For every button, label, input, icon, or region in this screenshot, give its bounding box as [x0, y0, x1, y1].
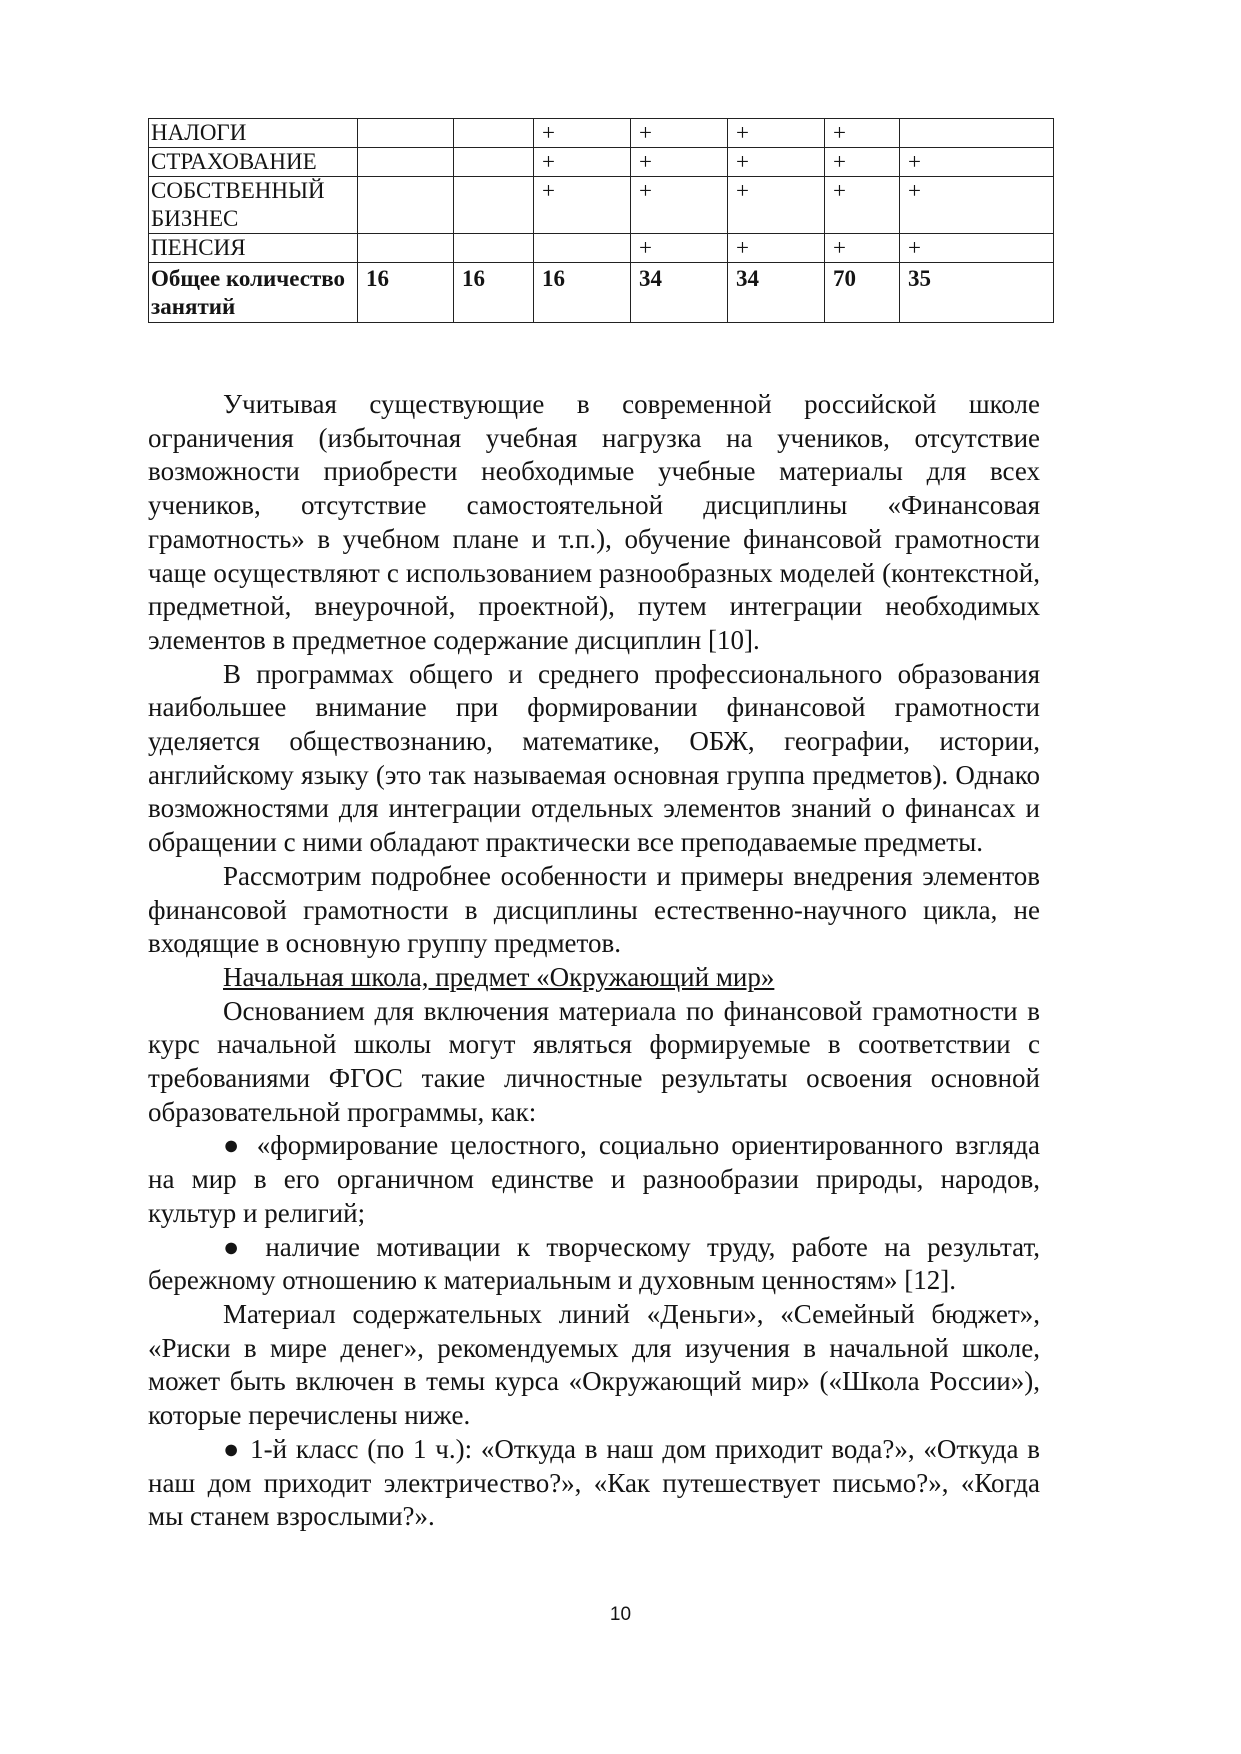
table-cell: +	[631, 148, 728, 177]
table-cell: 34	[728, 263, 825, 323]
paragraph: Учитывая существующие в современной российской школе ограничения (избыточная учебная нагрузка на учеников, отсутствие возможности приобрести необходимые учебные материалы для всех учеников, отсутствие самостоятельной дисциплины «Финансовая грамотность» в учебном плане и т.п.), обучение финансовой грамотности чаще осуществляют с использованием разнообразных моделей (контекстной, предметной, внеурочной, проектной), путем интеграции необходимых элементов в предметное содержание дисциплин [10].	[148, 389, 1040, 655]
row-label: СТРАХОВАНИЕ	[149, 148, 358, 177]
table-cell: +	[728, 177, 825, 234]
row-label: СОБСТВЕННЫЙ БИЗНЕС	[149, 177, 358, 234]
table-row	[149, 177, 1054, 234]
paragraph: Материал содержательных линий «Деньги», «Семейный бюджет», «Риски в мире денег», рекомендуемых для изучения в начальной школе, может быть включен в темы курса «Окружающий мир» («Школа России»), которые перечислены ниже.	[148, 1298, 1040, 1431]
table-cell	[454, 148, 534, 177]
table-cell: +	[631, 177, 728, 234]
table-cell: +	[631, 119, 728, 148]
table-cell: +	[534, 148, 631, 177]
paragraph: В программах общего и среднего профессионального образования наибольшее внимание при формировании финансовой грамотности уделяется обществознанию, математике, ОБЖ, географии, истории, английскому языку (это так называемая основная группа предметов). Однако возможностями для интеграции отдельных элементов знаний о финансах и обращении с ними обладают практически все преподаваемые предметы.	[148, 658, 1040, 858]
table-cell	[454, 119, 534, 148]
table-cell: +	[900, 177, 1054, 234]
paragraph: Основанием для включения материала по финансовой грамотности в курс начальной школы могут являться формируемые в соответствии с требованиями ФГОС такие личностные результаты освоения основной образовательной программы, как:	[148, 995, 1040, 1127]
table-cell: +	[631, 234, 728, 263]
table-cell: +	[900, 148, 1054, 177]
table-cell: +	[728, 119, 825, 148]
table-cell: 35	[900, 263, 1054, 323]
table-cell	[358, 148, 454, 177]
table-cell: 16	[358, 263, 454, 323]
table-cell: +	[728, 234, 825, 263]
table-cell	[358, 119, 454, 148]
table-cell: +	[825, 148, 900, 177]
body-text	[148, 388, 1040, 1534]
row-label: НАЛОГИ	[149, 119, 358, 148]
table-cell: +	[825, 234, 900, 263]
table-cell	[900, 119, 1054, 148]
table-row	[149, 119, 1054, 148]
row-label: Общее количество занятий	[149, 263, 358, 323]
table-cell: 70	[825, 263, 900, 323]
table-total-row	[149, 263, 1054, 323]
table-cell: +	[825, 177, 900, 234]
row-label: ПЕНСИЯ	[149, 234, 358, 263]
table-cell: +	[825, 119, 900, 148]
table-cell: +	[534, 177, 631, 234]
table-cell: 34	[631, 263, 728, 323]
page-number: 10	[609, 1604, 632, 1625]
table-cell	[454, 177, 534, 234]
bullet-item: ● 1-й класс (по 1 ч.): «Откуда в наш дом приходит вода?», «Откуда в наш дом приходит электричество?», «Как путешествует письмо?», «Когда мы станем взрослыми?».	[148, 1433, 1040, 1532]
subheading	[148, 961, 1040, 995]
table-cell	[534, 234, 631, 263]
table-row	[149, 234, 1054, 263]
table-cell: +	[900, 234, 1054, 263]
table-cell	[358, 234, 454, 263]
lessons-table	[148, 118, 1054, 323]
table-cell: +	[728, 148, 825, 177]
table-cell: +	[534, 119, 631, 148]
bullet-item: ● «формирование целостного, социально ориентированного взгляда на мир в его органичном единстве и разнообразии природы, народов, культур и религий;	[148, 1130, 1040, 1228]
table-cell: 16	[534, 263, 631, 323]
bullet-item: ● наличие мотивации к творческому труду, работе на результат, бережному отношению к материальным и духовным ценностям» [12].	[148, 1231, 1040, 1296]
paragraph: Рассмотрим подробнее особенности и примеры внедрения элементов финансовой грамотности в дисциплины естественно-научного цикла, не входящие в основную группу предметов.	[148, 860, 1040, 959]
table-row	[149, 148, 1054, 177]
table-cell	[454, 234, 534, 263]
table-body	[149, 119, 1054, 323]
table-cell	[358, 177, 454, 234]
table-cell: 16	[454, 263, 534, 323]
subheading-text: Начальная школа, предмет «Окружающий мир»	[223, 961, 775, 992]
